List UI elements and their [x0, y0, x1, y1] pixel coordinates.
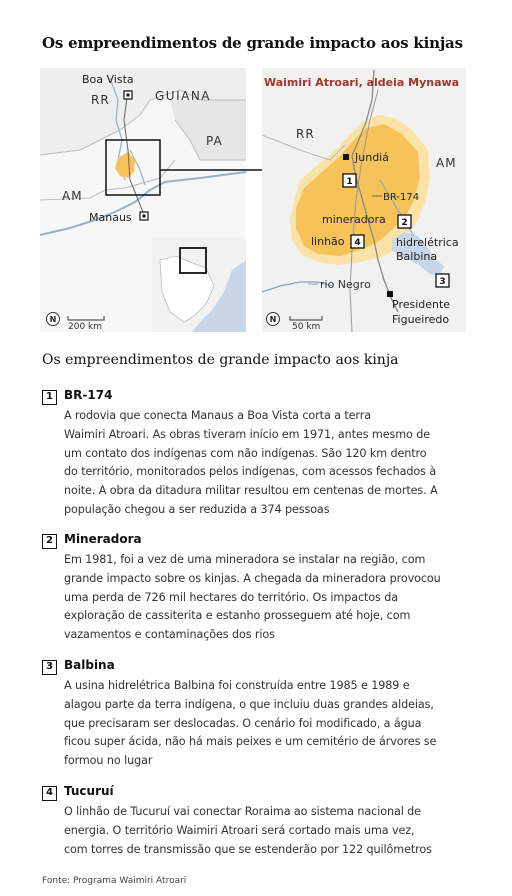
item-line: A usina hidrelétrica Balbina foi construída entre 1985 e 1989 e	[64, 679, 410, 692]
north-label: N	[49, 315, 57, 324]
boa-vista-marker-dot	[127, 94, 130, 97]
detail-label-am: AM	[436, 156, 457, 170]
page-title: Os empreendimentos de grande impacto aos kinjas	[42, 34, 463, 52]
label-manaus: Manaus	[89, 211, 132, 224]
jundia-marker	[343, 154, 349, 160]
item-line: um contato dos indígenas com não indígenas. São 120 km dentro	[64, 446, 427, 460]
maps-graphic	[0, 60, 512, 340]
brazil-inset-map	[152, 237, 246, 332]
item-line: vazamentos e contaminações dos rios	[64, 628, 275, 642]
item-line: A rodovia que conecta Manaus a Boa Vista corta a terra	[64, 409, 371, 422]
label-linhao: linhão	[311, 235, 345, 248]
item-number-badge: 1	[42, 390, 57, 405]
detail-north-label: N	[269, 315, 277, 324]
label-balbina: Balbina	[396, 250, 438, 263]
item-line: uma perda de 726 mil hectares do território. Os impactos da	[64, 590, 398, 604]
detail-scale-label: 50 km	[292, 322, 321, 332]
item-title: Mineradora	[64, 532, 142, 546]
scale-label: 200 km	[68, 322, 103, 332]
item-description	[64, 803, 484, 859]
map-marker-1-label: 1	[346, 177, 353, 187]
map-marker-1	[343, 174, 356, 187]
item-description	[64, 551, 484, 645]
map-marker-4	[351, 235, 364, 248]
label-br174: BR-174	[383, 192, 420, 203]
map-marker-3-label: 3	[439, 277, 446, 287]
label-mineradora: mineradora	[322, 213, 386, 226]
label-boa-vista: Boa Vista	[82, 73, 134, 86]
label-rr: RR	[91, 93, 110, 107]
label-jundia: Jundiá	[355, 151, 389, 164]
detail-map-heading: Waimiri Atroari, aldeia Mynawa	[264, 76, 460, 89]
label-figueiredo: Figueiredo	[392, 313, 450, 326]
section-subtitle: Os empreendimentos de grande impacto aos kinja	[42, 352, 399, 368]
source-credit: Fonte: Programa Waimiri Atroari	[42, 876, 187, 886]
presidente-figueiredo-marker	[387, 291, 393, 297]
item-title: BR-174	[64, 388, 113, 402]
map-marker-2-label: 2	[401, 218, 408, 228]
item-line: alagou parte da terra indígena, o que incluiu duas grandes aldeias,	[64, 697, 434, 711]
label-pa: PA	[206, 134, 223, 148]
label-guiana: GUIANA	[155, 89, 212, 103]
label-rio-negro: rio Negro	[320, 278, 371, 291]
item-line: grande impacto sobre os kinjas. A chegada da mineradora provocou	[64, 571, 441, 585]
item-description	[64, 677, 484, 771]
item-line: que precisaram ser deslocadas. O cenário foi modificado, a água	[64, 716, 422, 730]
map-marker-2	[398, 215, 411, 228]
item-line: exploração de cassiterita e estanho prosseguem até hoje, com	[64, 609, 411, 623]
item-line: com torres de transmissão que se estenderão por 122 quilômetros	[64, 842, 432, 856]
item-number-badge: 2	[42, 534, 57, 549]
item-line: noite. A obra da ditadura militar resultou em centenas de mortes. A	[64, 484, 438, 498]
item-line: população chegou a ser reduzida a 374 pessoas	[64, 502, 330, 516]
manaus-marker-dot	[143, 215, 146, 218]
item-line: formou no lugar	[64, 754, 153, 768]
label-am: AM	[62, 189, 83, 203]
map-marker-3	[436, 274, 449, 287]
item-number-badge: 4	[42, 786, 57, 801]
detail-map	[262, 68, 466, 332]
item-title: Balbina	[64, 658, 115, 672]
item-line: do território, monitorados pelos indígenas, com acessos fechados à	[64, 465, 437, 479]
item-line: Em 1981, foi a vez de uma mineradora se instalar na região, com	[64, 553, 426, 566]
item-title: Tucuruí	[64, 784, 114, 798]
item-description	[64, 407, 484, 520]
item-line: Waimiri Atroari. As obras tiveram início em 1971, antes mesmo de	[64, 427, 431, 441]
map-marker-4-label: 4	[354, 238, 361, 248]
detail-label-rr: RR	[296, 127, 315, 141]
item-line: energia. O território Waimiri Atroari será cortado mais uma vez,	[64, 823, 415, 837]
item-line: ficou super ácida, não há mais peixes e um cemitério de árvores se	[64, 735, 437, 749]
label-presidente: Presidente	[392, 298, 451, 311]
item-number-badge: 3	[42, 660, 57, 675]
label-hidreletrica: hidrelétrica	[396, 236, 459, 249]
item-line: O linhão de Tucuruí vai conectar Roraima ao sistema nacional de	[64, 805, 421, 818]
